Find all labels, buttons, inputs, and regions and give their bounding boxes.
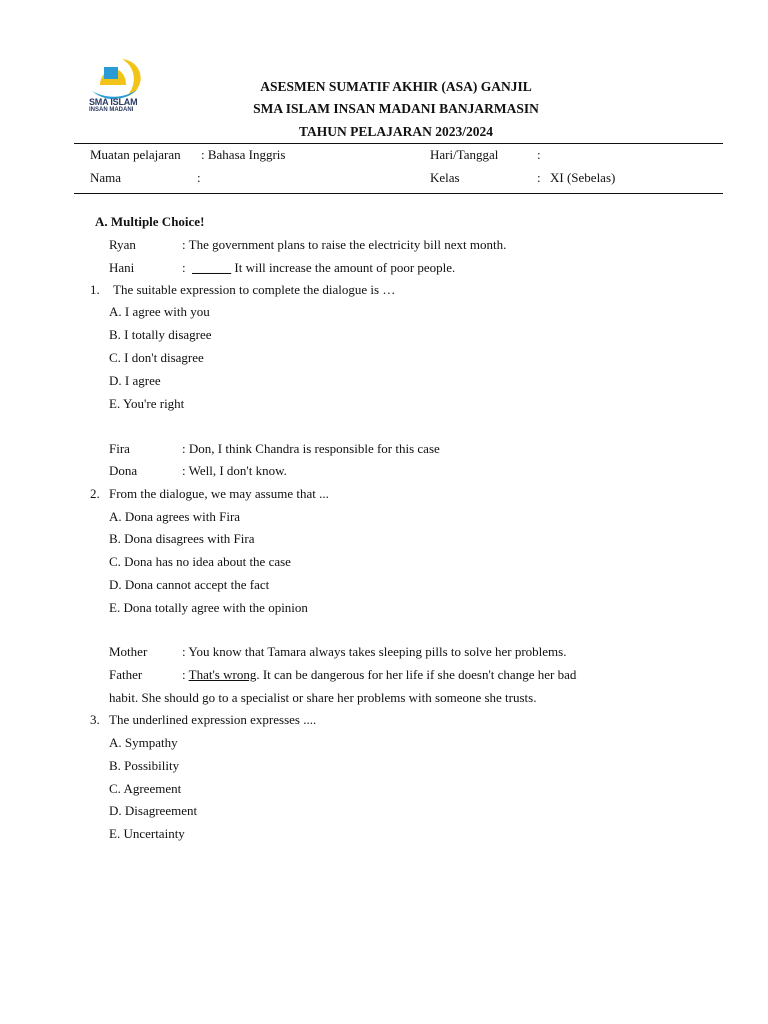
q1-option-e: E. You're right — [109, 396, 185, 411]
q2-option-e: E. Dona totally agree with the opinion — [109, 600, 308, 615]
q1-line2 — [182, 260, 455, 276]
q1-line2-colon: : — [182, 260, 186, 275]
logo-box-icon — [104, 67, 118, 79]
q1-blank: ______ — [192, 260, 232, 275]
q3-speaker1: Mother — [109, 644, 148, 659]
q1-question: The suitable expression to complete the dialogue is … — [113, 282, 396, 297]
logo-line2: INSAN MADANI — [89, 107, 134, 113]
q1-option-c: C. I don't disagree — [109, 350, 204, 365]
q2-option-b: B. Dona disagrees with Fira — [109, 531, 255, 546]
q2-option-c: C. Dona has no idea about the case — [109, 554, 291, 569]
q1-option-a: A. I agree with you — [109, 304, 210, 319]
q1-speaker1: Ryan — [109, 237, 136, 252]
date-colon: : — [537, 147, 541, 162]
q3-option-b: B. Possibility — [109, 758, 180, 773]
header-divider-top — [74, 143, 723, 144]
name-colon: : — [197, 170, 201, 185]
q3-question: The underlined expression expresses .... — [109, 712, 317, 727]
date-label: Hari/Tanggal — [430, 147, 499, 162]
academic-year: TAHUN PELAJARAN 2023/2024 — [298, 124, 493, 139]
q3-underlined-expression: That's wrong — [188, 667, 257, 682]
school-name: SMA ISLAM INSAN MADANI BANJARMASIN — [253, 101, 539, 116]
q1-number: 1. — [90, 282, 100, 297]
section-title: A. Multiple Choice! — [95, 214, 205, 229]
q1-line1: : The government plans to raise the electricity bill next month. — [182, 237, 507, 252]
q2-speaker1: Fira — [109, 441, 130, 456]
q3-speaker2: Father — [109, 667, 143, 682]
q2-option-a: A. Dona agrees with Fira — [109, 509, 241, 524]
q2-line1: : Don, I think Chandra is responsible for this case — [182, 441, 440, 456]
q3-number: 3. — [90, 712, 100, 727]
q3-option-c: C. Agreement — [109, 781, 182, 796]
q1-option-d: D. I agree — [109, 373, 161, 388]
q1-speaker2: Hani — [109, 260, 135, 275]
subject-value: : Bahasa Inggris — [201, 147, 286, 162]
q3-option-a: A. Sympathy — [109, 735, 178, 750]
name-label: Nama — [90, 170, 122, 185]
q2-speaker2: Dona — [109, 463, 138, 478]
exam-title: ASESMEN SUMATIF AKHIR (ASA) GANJIL — [260, 79, 532, 94]
q1-option-b: B. I totally disagree — [109, 327, 212, 342]
q3-line2-rest: . It can be dangerous for her life if she doesn't change her bad — [256, 667, 577, 682]
q3-line2 — [182, 667, 576, 683]
class-label: Kelas — [430, 170, 460, 185]
q2-question: From the dialogue, we may assume that ... — [109, 486, 329, 501]
q2-line2: : Well, I don't know. — [182, 463, 287, 478]
subject-label: Muatan pelajaran — [90, 147, 181, 162]
q3-line3: habit. She should go to a specialist or share her problems with someone she trusts. — [109, 690, 537, 705]
q3-line1: : You know that Tamara always takes sleeping pills to solve her problems. — [182, 644, 567, 659]
class-colon: : — [537, 170, 541, 185]
q3-line2-colon: : — [182, 667, 189, 682]
q1-line2-rest: It will increase the amount of poor people. — [231, 260, 456, 275]
header-divider-bottom — [74, 193, 723, 194]
q2-number: 2. — [90, 486, 100, 501]
q3-option-d: D. Disagreement — [109, 803, 198, 818]
q2-option-d: D. Dona cannot accept the fact — [109, 577, 270, 592]
logo-line1: SMA ISLAM — [89, 97, 138, 107]
q3-option-e: E. Uncertainty — [109, 826, 185, 841]
class-value: XI (Sebelas) — [550, 170, 616, 185]
